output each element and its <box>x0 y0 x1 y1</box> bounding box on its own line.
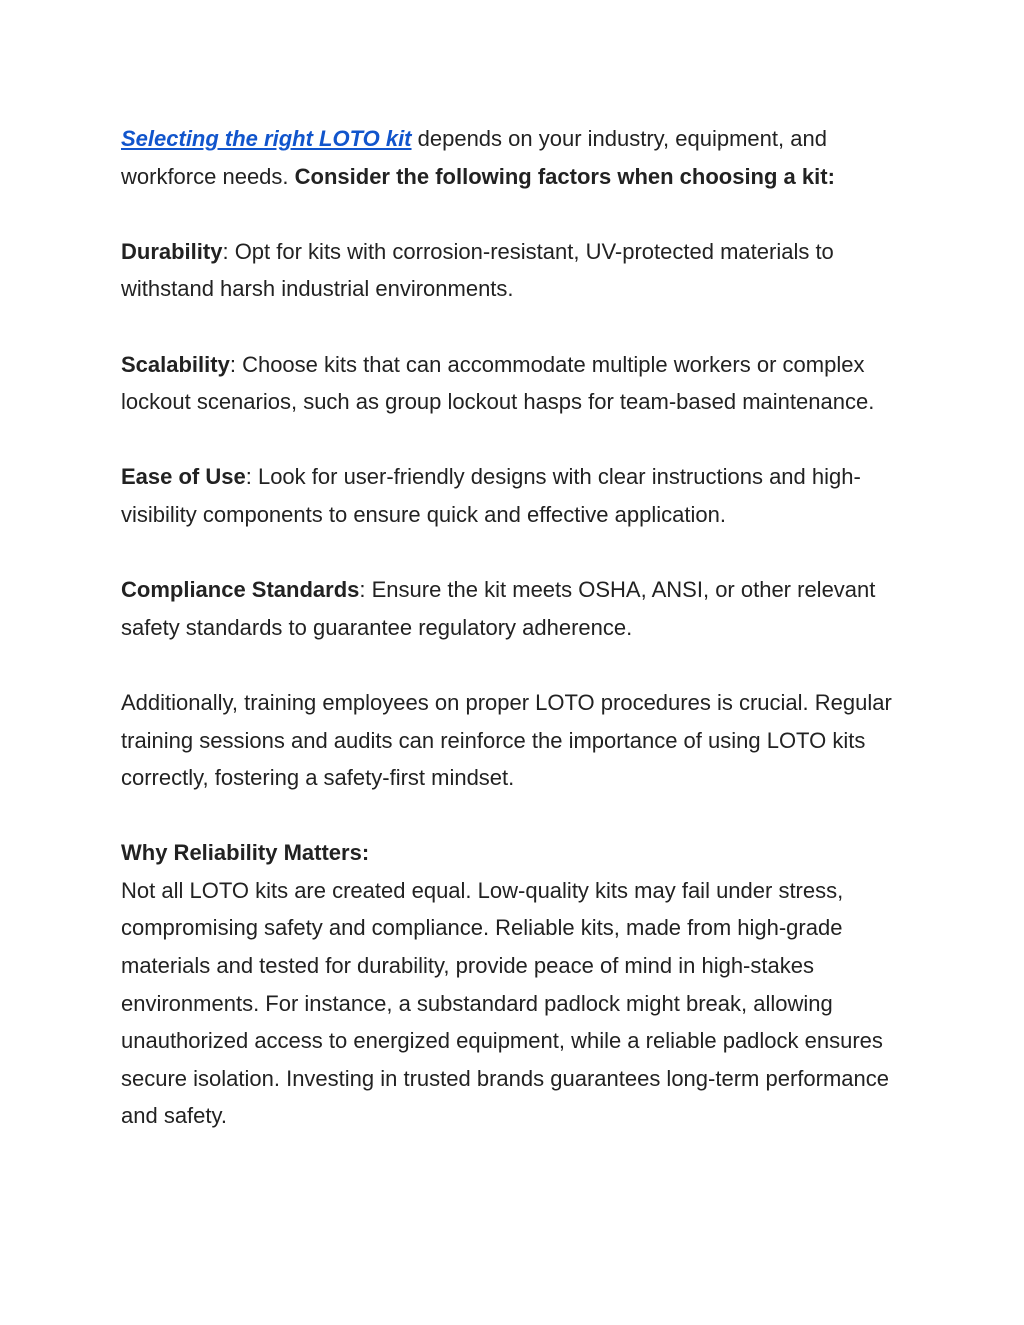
loto-kit-link[interactable]: Selecting the right LOTO kit <box>121 126 412 151</box>
factor-ease-of-use <box>121 458 921 533</box>
factor-term: Compliance Standards <box>121 577 360 603</box>
factor-durability <box>121 233 921 308</box>
factor-description: : Choose kits that can accommodate multiple workers or complex lockout scenarios, such as group lockout hasps for team-based maintenance. <box>121 351 875 415</box>
factor-scalability <box>121 346 921 421</box>
factor-term: Ease of Use <box>121 464 246 490</box>
reliability-heading: Why Reliability Matters: <box>121 840 370 866</box>
factor-term: Scalability <box>121 351 230 377</box>
intro-text: depends on your industry, equipment, and workforce needs. <box>121 126 827 189</box>
intro-bold-text: Consider the following factors when choosing a kit: <box>294 163 835 189</box>
factor-description: : Opt for kits with corrosion-resistant, UV-protected materials to withstand harsh industrial environments. <box>121 238 834 302</box>
reliability-text: Not all LOTO kits are created equal. Low-quality kits may fail under stress, compromising safety and compliance. Reliable kits, made from high-grade materials and tested for durability, provide peace of mind in high-stakes environments. For instance, a substandard padlock might break, allowing unauthorized access to energized equipment, while a reliable padlock ensures secure isolation. Investing in trusted brands guarantees long-term performance and safety. <box>121 877 889 1129</box>
training-paragraph: Additionally, training employees on proper LOTO procedures is crucial. Regular training sessions and audits can reinforce the importance of using LOTO kits correctly, fostering a safety-first mindset. <box>121 689 892 791</box>
factor-term: Durability <box>121 238 223 264</box>
factor-description: : Look for user-friendly designs with clear instructions and high-visibility components to ensure quick and effective application. <box>121 464 861 527</box>
factor-description: : Ensure the kit meets OSHA, ANSI, or other relevant safety standards to guarantee regulatory adherence. <box>121 577 876 640</box>
factor-compliance-standards <box>121 571 921 646</box>
reliability-section <box>121 834 921 1135</box>
intro-paragraph <box>121 120 921 195</box>
document-page <box>121 120 921 1173</box>
